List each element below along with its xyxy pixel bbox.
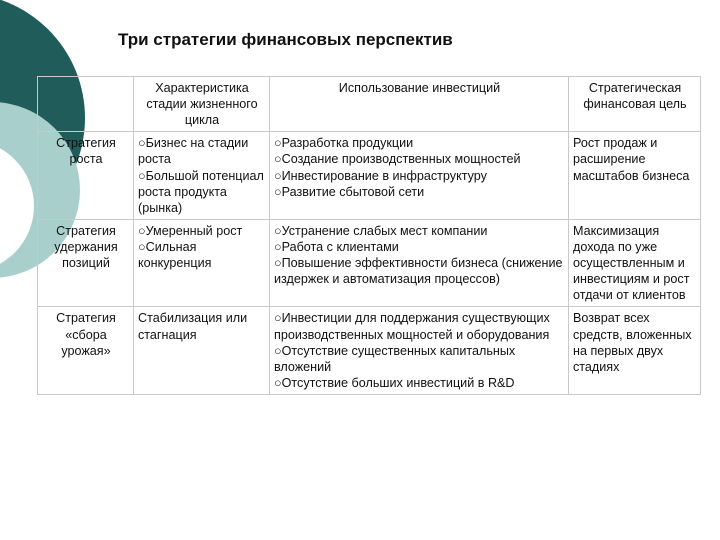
investments-cell	[270, 219, 569, 307]
investments-cell	[270, 307, 569, 395]
header-investments: Использование инвестиций	[270, 77, 569, 132]
strategy-name: Стратегия «сбора урожая»	[38, 307, 134, 395]
table-row	[38, 132, 701, 220]
table-row	[38, 219, 701, 307]
goal-cell: Рост продаж и расширение масштабов бизнеса	[569, 132, 701, 220]
stage-item: ○Бизнес на стадии роста	[138, 136, 249, 167]
investment-item: ○Разработка продукции	[274, 136, 414, 151]
investment-item: ○Создание производственных мощностей	[274, 152, 521, 167]
stage-item: ○Большой потенциал роста продукта (рынка)	[138, 168, 264, 215]
header-goal: Стратегическая финансовая цель	[569, 77, 701, 132]
goal-cell: Максимизация дохода по уже осуществленным и инвестициям и рост отдачи от клиентов	[569, 219, 701, 307]
investment-item: ○Повышение эффективности бизнеса (снижение издержек и автоматизация процессов)	[274, 256, 563, 287]
stage-item: Стабилизация или стагнация	[138, 311, 248, 342]
stage-cell	[134, 219, 270, 307]
strategy-name: Стратегия удержания позиций	[38, 219, 134, 307]
stage-item: ○Сильная конкуренция	[138, 239, 212, 271]
strategy-name: Стратегия роста	[38, 132, 134, 220]
investments-cell	[270, 132, 569, 220]
investment-item: ○Инвестиции для поддержания существующих производственных мощностей и оборудования	[274, 311, 550, 342]
stage-cell	[134, 307, 270, 395]
goal-cell: Возврат всех средств, вложенных на первых двух стадиях	[569, 307, 701, 395]
investment-item: ○Работа с клиентами	[274, 239, 399, 254]
stage-cell	[134, 132, 270, 220]
table-row	[38, 307, 701, 395]
table-header-row	[38, 77, 701, 132]
investment-item: ○Отсутствие существенных капитальных вложений	[274, 343, 516, 374]
header-empty	[38, 77, 134, 132]
slide-title: Три стратегии финансовых перспектив	[118, 30, 453, 49]
stage-item: ○Умеренный рост	[138, 223, 243, 238]
header-stage: Характеристика стадии жизненного цикла	[134, 77, 270, 132]
investment-item: ○Развитие сбытовой сети	[274, 184, 425, 199]
investment-item: ○Устранение слабых мест компании	[274, 223, 488, 238]
investment-item: ○Отсутствие больших инвестиций в R&D	[274, 375, 515, 390]
investment-item: ○Инвестирование в инфраструктуру	[274, 168, 487, 183]
strategies-table	[37, 76, 701, 395]
